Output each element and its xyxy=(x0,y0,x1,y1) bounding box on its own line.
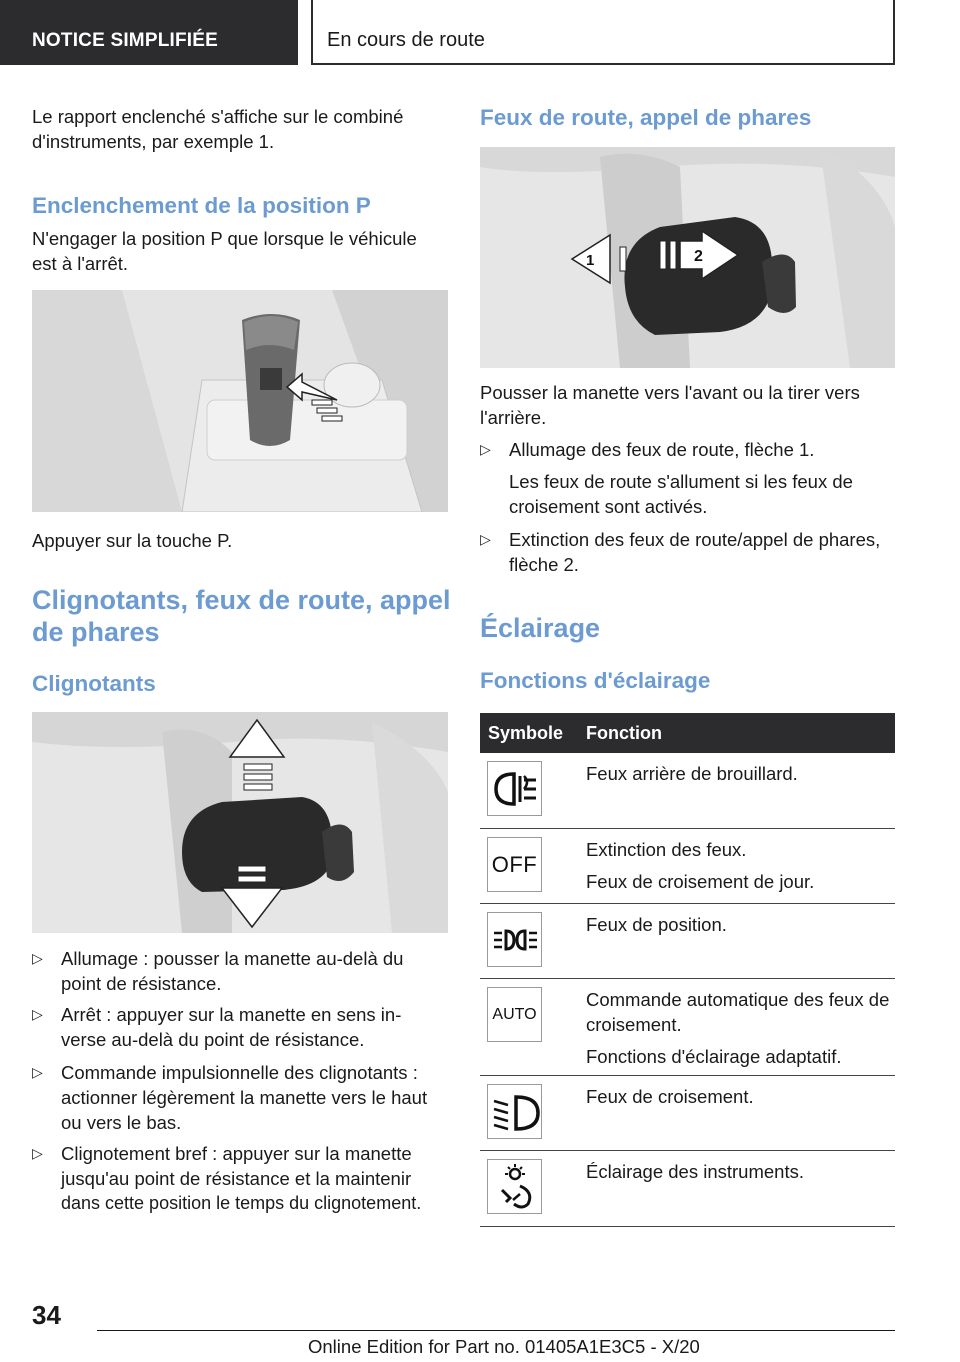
header-chapter-label: En cours de route xyxy=(327,29,485,51)
rear-fog-light-icon xyxy=(487,761,542,816)
high-beam-stalk-photo xyxy=(480,147,895,368)
bullet-arrow-icon: ▷ xyxy=(32,950,43,966)
function-description xyxy=(586,761,891,793)
bullet-line: actionner légèrement la manette vers le haut xyxy=(61,1087,428,1108)
off-icon-text: OFF xyxy=(491,851,538,877)
auto-icon xyxy=(487,987,542,1042)
bullet-line: Arrêt : appuyer sur la manette en sens in- xyxy=(61,1004,402,1025)
column-header-symbol: Symbole xyxy=(488,723,564,743)
intro-line: Le rapport enclenché s'affiche sur le combiné xyxy=(32,106,404,127)
function-description xyxy=(586,987,891,1076)
function-description xyxy=(586,1084,891,1116)
park-caption: Appuyer sur la touche P. xyxy=(32,530,233,551)
intro-line: d'instruments, par exemple 1. xyxy=(32,131,275,152)
high-beam-paragraph xyxy=(480,380,860,430)
parking-lights-icon xyxy=(487,912,542,967)
bullet-line: dans cette position le temps du clignotement. xyxy=(61,1193,422,1213)
function-description xyxy=(586,837,891,901)
table-row xyxy=(480,829,895,904)
bullet-line: Clignotement bref : appuyer sur la manette xyxy=(61,1143,412,1164)
table-row xyxy=(480,753,895,829)
table-row xyxy=(480,1151,895,1227)
bullet-line: Extinction des feux de route/appel de phares, xyxy=(509,529,881,550)
intro-paragraph xyxy=(32,104,403,154)
off-icon xyxy=(487,837,542,892)
list-item xyxy=(32,1141,452,1216)
bullet-arrow-icon: ▷ xyxy=(32,1145,43,1161)
bullet-sub-line: Les feux de route s'allument si les feux de xyxy=(509,471,853,492)
arrow-2-label: 2 xyxy=(694,248,703,265)
indicators-heading: Clignotants xyxy=(32,671,156,696)
function-line: Feux de position. xyxy=(586,914,727,935)
function-line: Feux arrière de brouillard. xyxy=(586,763,798,784)
lighting-heading: Éclairage xyxy=(480,613,601,643)
table-row xyxy=(480,904,895,979)
indicator-stalk-photo xyxy=(32,712,448,933)
list-item xyxy=(480,437,896,519)
main-heading-line: Clignotants, feux de route, appel xyxy=(32,585,451,615)
bullet-arrow-icon: ▷ xyxy=(480,531,491,547)
header-section-label: NOTICE SIMPLIFIÉE xyxy=(32,30,219,51)
park-heading: Enclenchement de la position P xyxy=(32,193,371,218)
list-item xyxy=(32,1002,448,1052)
lighting-functions-heading: Fonctions d'éclairage xyxy=(480,668,711,693)
function-line: Feux de croisement. xyxy=(586,1086,754,1107)
park-paragraph xyxy=(32,226,417,276)
paragraph-line: Pousser la manette vers l'avant ou la tirer vers xyxy=(480,382,860,403)
footer-edition: Online Edition for Part no. 01405A1E3C5 - X/20 xyxy=(308,1336,700,1357)
page-number: 34 xyxy=(32,1300,61,1330)
footer-divider xyxy=(97,1330,895,1331)
table-row xyxy=(480,1076,895,1151)
main-heading-line: de phares xyxy=(32,617,160,647)
bullet-arrow-icon: ▷ xyxy=(480,441,491,457)
list-item xyxy=(32,1060,448,1135)
auto-icon-text: AUTO xyxy=(492,1005,537,1023)
arrow-1-label: 1 xyxy=(586,252,595,269)
list-item xyxy=(480,527,900,577)
function-line: Fonctions d'éclairage adaptatif. xyxy=(586,1046,842,1067)
instrument-lighting-icon xyxy=(487,1159,542,1214)
function-description xyxy=(586,1159,891,1191)
bullet-arrow-icon: ▷ xyxy=(32,1064,43,1080)
list-item xyxy=(32,946,448,996)
header-chapter-box xyxy=(311,0,895,65)
bullet-line: Allumage : pousser la manette au-delà du xyxy=(61,948,404,969)
function-line: Feux de croisement de jour. xyxy=(586,871,815,892)
function-description xyxy=(586,912,891,944)
high-beam-heading: Feux de route, appel de phares xyxy=(480,105,812,130)
bullet-line: Allumage des feux de route, flèche 1. xyxy=(509,439,815,460)
low-beam-icon xyxy=(487,1084,542,1139)
bullet-line: Commande impulsionnelle des clignotants : xyxy=(61,1062,418,1083)
function-line: Éclairage des instruments. xyxy=(586,1161,804,1182)
bullet-line: verse au-delà du point de résistance. xyxy=(61,1029,365,1050)
function-line: Extinction des feux. xyxy=(586,839,747,860)
table-header xyxy=(480,713,895,753)
bullet-arrow-icon: ▷ xyxy=(32,1006,43,1022)
bullet-sub-line: croisement sont activés. xyxy=(509,496,708,517)
bullet-line: ou vers le bas. xyxy=(61,1112,182,1133)
gear-selector-photo xyxy=(32,290,448,512)
park-line: N'engager la position P que lorsque le véhicule xyxy=(32,228,417,249)
park-line: est à l'arrêt. xyxy=(32,253,129,274)
column-header-function: Fonction xyxy=(586,723,662,743)
function-line: Commande automatique des feux de croisement. xyxy=(586,989,890,1035)
bullet-line: jusqu'au point de résistance et la maintenir xyxy=(61,1168,412,1189)
main-heading xyxy=(32,584,451,648)
bullet-line: flèche 2. xyxy=(509,554,579,575)
paragraph-line: l'arrière. xyxy=(480,407,547,428)
table-row xyxy=(480,979,895,1076)
header-section-tab xyxy=(0,0,298,65)
bullet-line: point de résistance. xyxy=(61,973,222,994)
